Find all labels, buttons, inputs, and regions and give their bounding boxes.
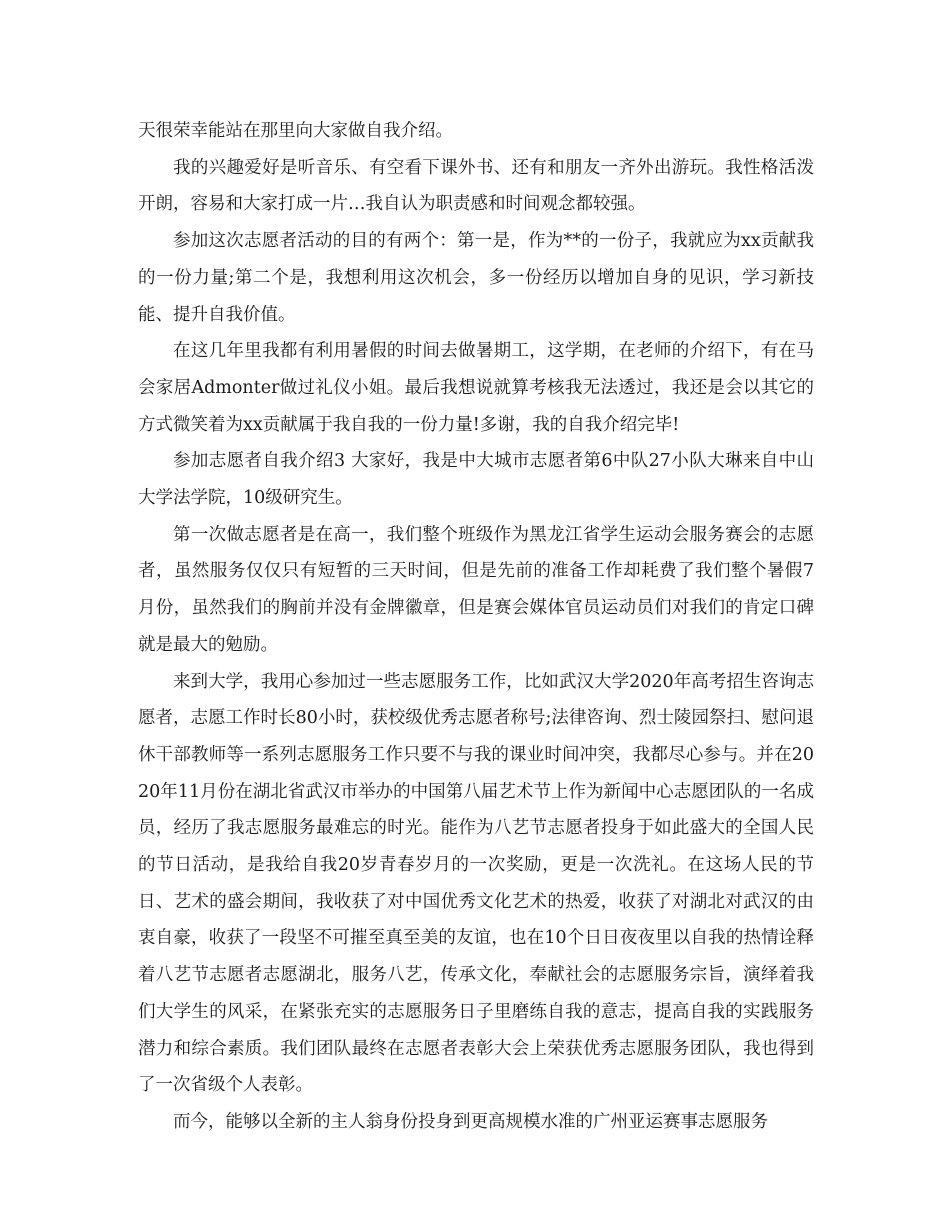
paragraph-7: 来到大学，我用心参加过一些志愿服务工作，比如武汉大学2020年高考招生咨询志愿者，志愿工作时长80小时，获校级优秀志愿者称号;法律咨询、烈士陵园祭扫、慰问退休干部教师等一系列志愿服务工作只要不与我的课业时间冲突，我都尽心参与。并在2020年11月份在湖北省武汉市举办的中国第八届艺术节上作为新闻中心志愿团队的一名成员，经历了我志愿服务最难忘的时光。能作为八艺节志愿者投身于如此盛大的全国人民的节日活动，是我给自我20岁青春岁月的一次奖励，更是一次洗礼。在这场人民的节日、艺术的盛会期间，我收获了对中国优秀文化艺术的热爱，收获了对湖北对武汉的由衷自豪，收获了一段坚不可摧至真至美的友谊，也在10个日日夜夜里以自我的热情诠释着八艺节志愿者志愿湖北，服务八艺，传承文化，奉献社会的志愿服务宗旨，演绎着我们大学生的风采，在紧张充实的志愿服务日子里磨练自我的意志，提高自我的实践服务潜力和综合素质。我们团队最终在志愿者表彰大会上荣获优秀志愿服务团队，我也得到了一次省级个人表彰。: [138, 671, 814, 1096]
paragraph-1: 天很荣幸能站在那里向大家做自我介绍。: [138, 121, 453, 141]
paragraph-3: 参加这次志愿者活动的目的有两个：第一是，作为**的一份子，我就应为xx贡献我的一份力量;第二个是，我想利用这次机会，多一份经历以增加自身的见识，学习新技能、提升自我价值。: [138, 231, 814, 325]
paragraph-5: 参加志愿者自我介绍3 大家好，我是中大城市志愿者第6中队27小队大琳来自中山大学法学院，10级研究生。: [138, 451, 814, 509]
paragraph-6: 第一次做志愿者是在高一，我们整个班级作为黑龙江省学生运动会服务赛会的志愿者，虽然服务仅仅只有短暂的三天时间，但是先前的准备工作却耗费了我们整个暑假7月份，虽然我们的胸前并没有金牌徽章，但是赛会媒体官员运动员们对我们的肯定口碑就是最大的勉励。: [138, 524, 814, 655]
paragraph-8: 而今，能够以全新的主人翁身份投身到更高规模水准的广州亚运赛事志愿服务: [173, 1111, 768, 1132]
document-body: [138, 113, 814, 1141]
paragraph-4: 在这几年里我都有利用暑假的时间去做暑期工，这学期，在老师的介绍下，有在马会家居Admonter做过礼仪小姐。最后我想说就算考核我无法透过，我还是会以其它的方式微笑着为xx贡献属于我自我的一份力量!多谢，我的自我介绍完毕!: [138, 341, 814, 435]
paragraph-2: 我的兴趣爱好是听音乐、有空看下课外书、还有和朋友一齐外出游玩。我性格活泼开朗，容易和大家打成一片…我自认为职责感和时间观念都较强。: [138, 157, 814, 215]
